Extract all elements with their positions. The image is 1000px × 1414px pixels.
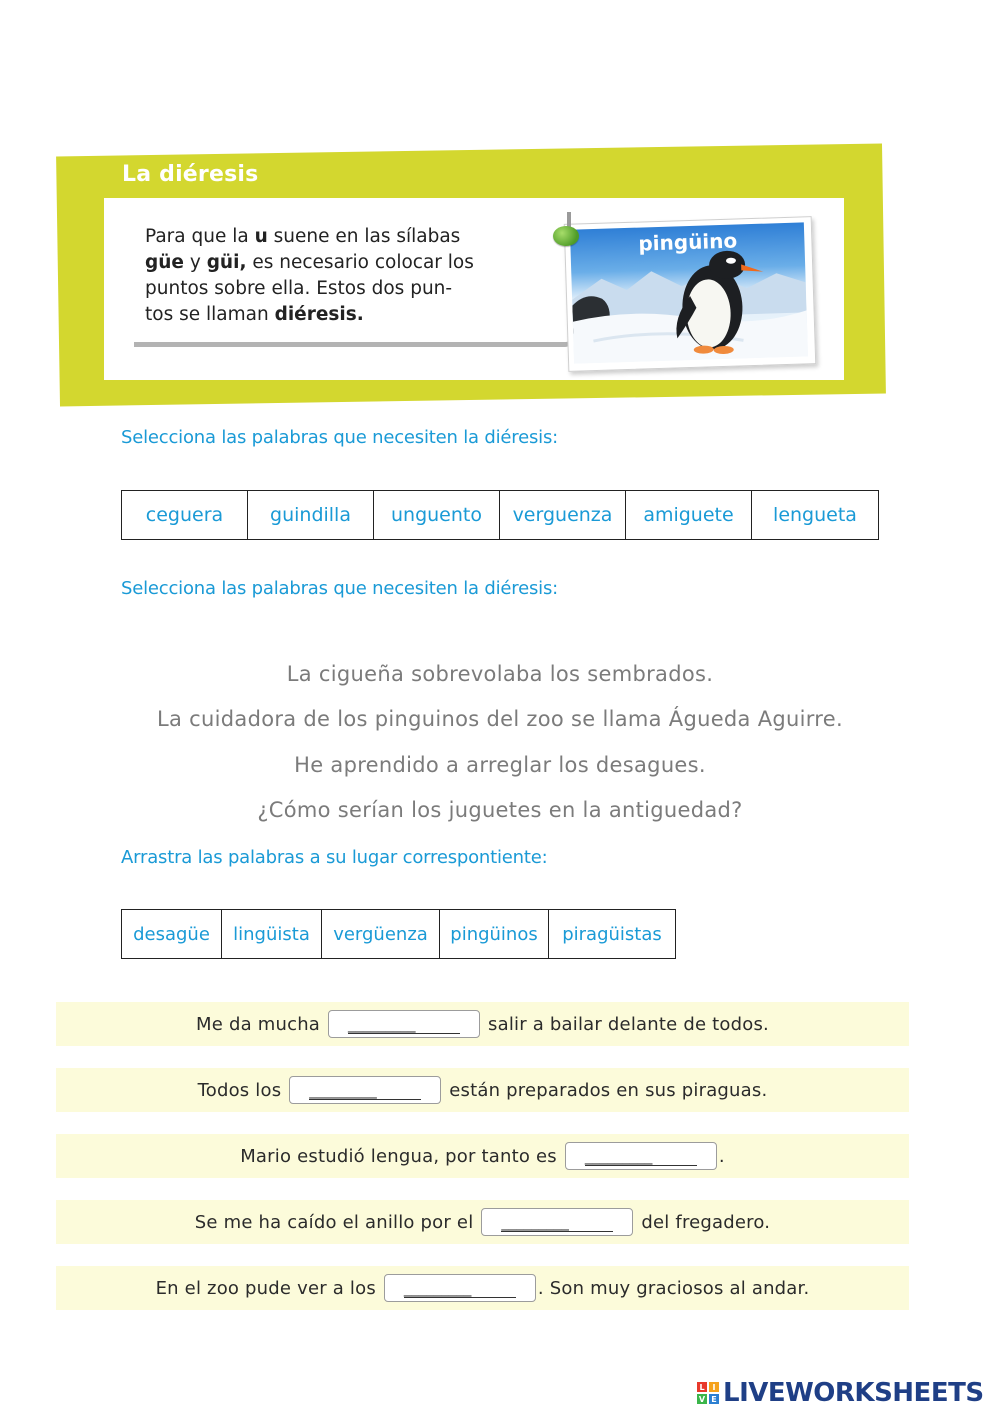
fill-row-text-after: . Son muy graciosos al andar.	[537, 1277, 810, 1299]
fill-row-3	[56, 1134, 909, 1178]
drop-target[interactable]: _________	[289, 1076, 441, 1104]
draggable-word[interactable]: lingüista	[222, 910, 322, 958]
fill-row-text-after: .	[718, 1145, 725, 1167]
fill-row-2	[56, 1068, 909, 1112]
fill-row-text-before: Se me ha caído el anillo por el	[194, 1211, 474, 1233]
fill-row-text-after: están preparados en sus piraguas.	[449, 1079, 768, 1101]
logo-icon-cell: V	[698, 1394, 706, 1404]
drop-target[interactable]: _________	[328, 1010, 480, 1038]
select-word-cell[interactable]: unguento	[374, 491, 500, 539]
instruction-select-sentences: Selecciona las palabras que necesiten la diéresis:	[121, 578, 558, 599]
fill-row-text-before: Me da mucha	[196, 1013, 321, 1035]
fill-row-text-before: Mario estudió lengua, por tanto es	[240, 1145, 557, 1167]
select-word-cell[interactable]: guindilla	[248, 491, 374, 539]
fill-row-text-after: salir a bailar delante de todos.	[488, 1013, 769, 1035]
photo-label: pingüino	[638, 228, 738, 256]
fill-row-1	[56, 1002, 909, 1046]
fill-row-text-before: Todos los	[197, 1079, 282, 1101]
select-words-table	[121, 490, 879, 540]
logo-text: LIVEWORKSHEETS	[723, 1378, 984, 1408]
instruction-select-words: Selecciona las palabras que necesiten la diéresis:	[121, 427, 558, 448]
info-text: Para que la u suene en las sílabas güe y güi, es necesario colocar los puntos sobre ella. Estos dos pun- tos se llaman diéresis.	[145, 226, 474, 325]
fill-row-5	[56, 1266, 909, 1310]
sentence-1[interactable]: La cigueña sobrevolaba los sembrados.	[286, 662, 714, 686]
select-word-cell[interactable]: ceguera	[122, 491, 248, 539]
select-word-cell[interactable]: amiguete	[626, 491, 752, 539]
draggable-word[interactable]: vergüenza	[322, 910, 440, 958]
drop-target[interactable]: _________	[384, 1274, 536, 1302]
fill-row-4	[56, 1200, 909, 1244]
sentence-4[interactable]: ¿Cómo serían los juguetes en la antiguedad?	[257, 798, 743, 822]
select-word-cell[interactable]: lengueta	[773, 504, 857, 526]
penguin-photo-card	[564, 216, 817, 372]
select-word-cell[interactable]: verguenza	[500, 491, 626, 539]
penguin-photo	[570, 222, 808, 363]
drag-words-table	[121, 909, 676, 959]
fill-row-text-before: En el zoo pude ver a los	[155, 1277, 376, 1299]
sentence-3[interactable]: He aprendido a arreglar los desagues.	[294, 753, 706, 777]
draggable-word[interactable]: piragüistas	[562, 923, 662, 945]
liveworksheets-logo	[697, 1378, 984, 1408]
fill-row-text-after: del fregadero.	[641, 1211, 771, 1233]
draggable-word[interactable]: pingüinos	[440, 910, 549, 958]
logo-icon-cell: I	[709, 1382, 719, 1392]
drop-target[interactable]: _________	[481, 1208, 633, 1236]
draggable-word[interactable]: desagüe	[122, 910, 222, 958]
instruction-drag-words: Arrastra las palabras a su lugar correspontiente:	[121, 847, 548, 868]
green-pin-icon	[553, 226, 579, 246]
drop-target[interactable]: _________	[565, 1142, 717, 1170]
sentence-2[interactable]: La cuidadora de los pinguinos del zoo se llama Águeda Aguirre.	[157, 707, 843, 731]
info-box-title: La diéresis	[122, 162, 259, 187]
logo-icon	[697, 1382, 719, 1404]
logo-icon-cell: E	[709, 1394, 719, 1404]
logo-icon-cell: L	[697, 1382, 707, 1392]
